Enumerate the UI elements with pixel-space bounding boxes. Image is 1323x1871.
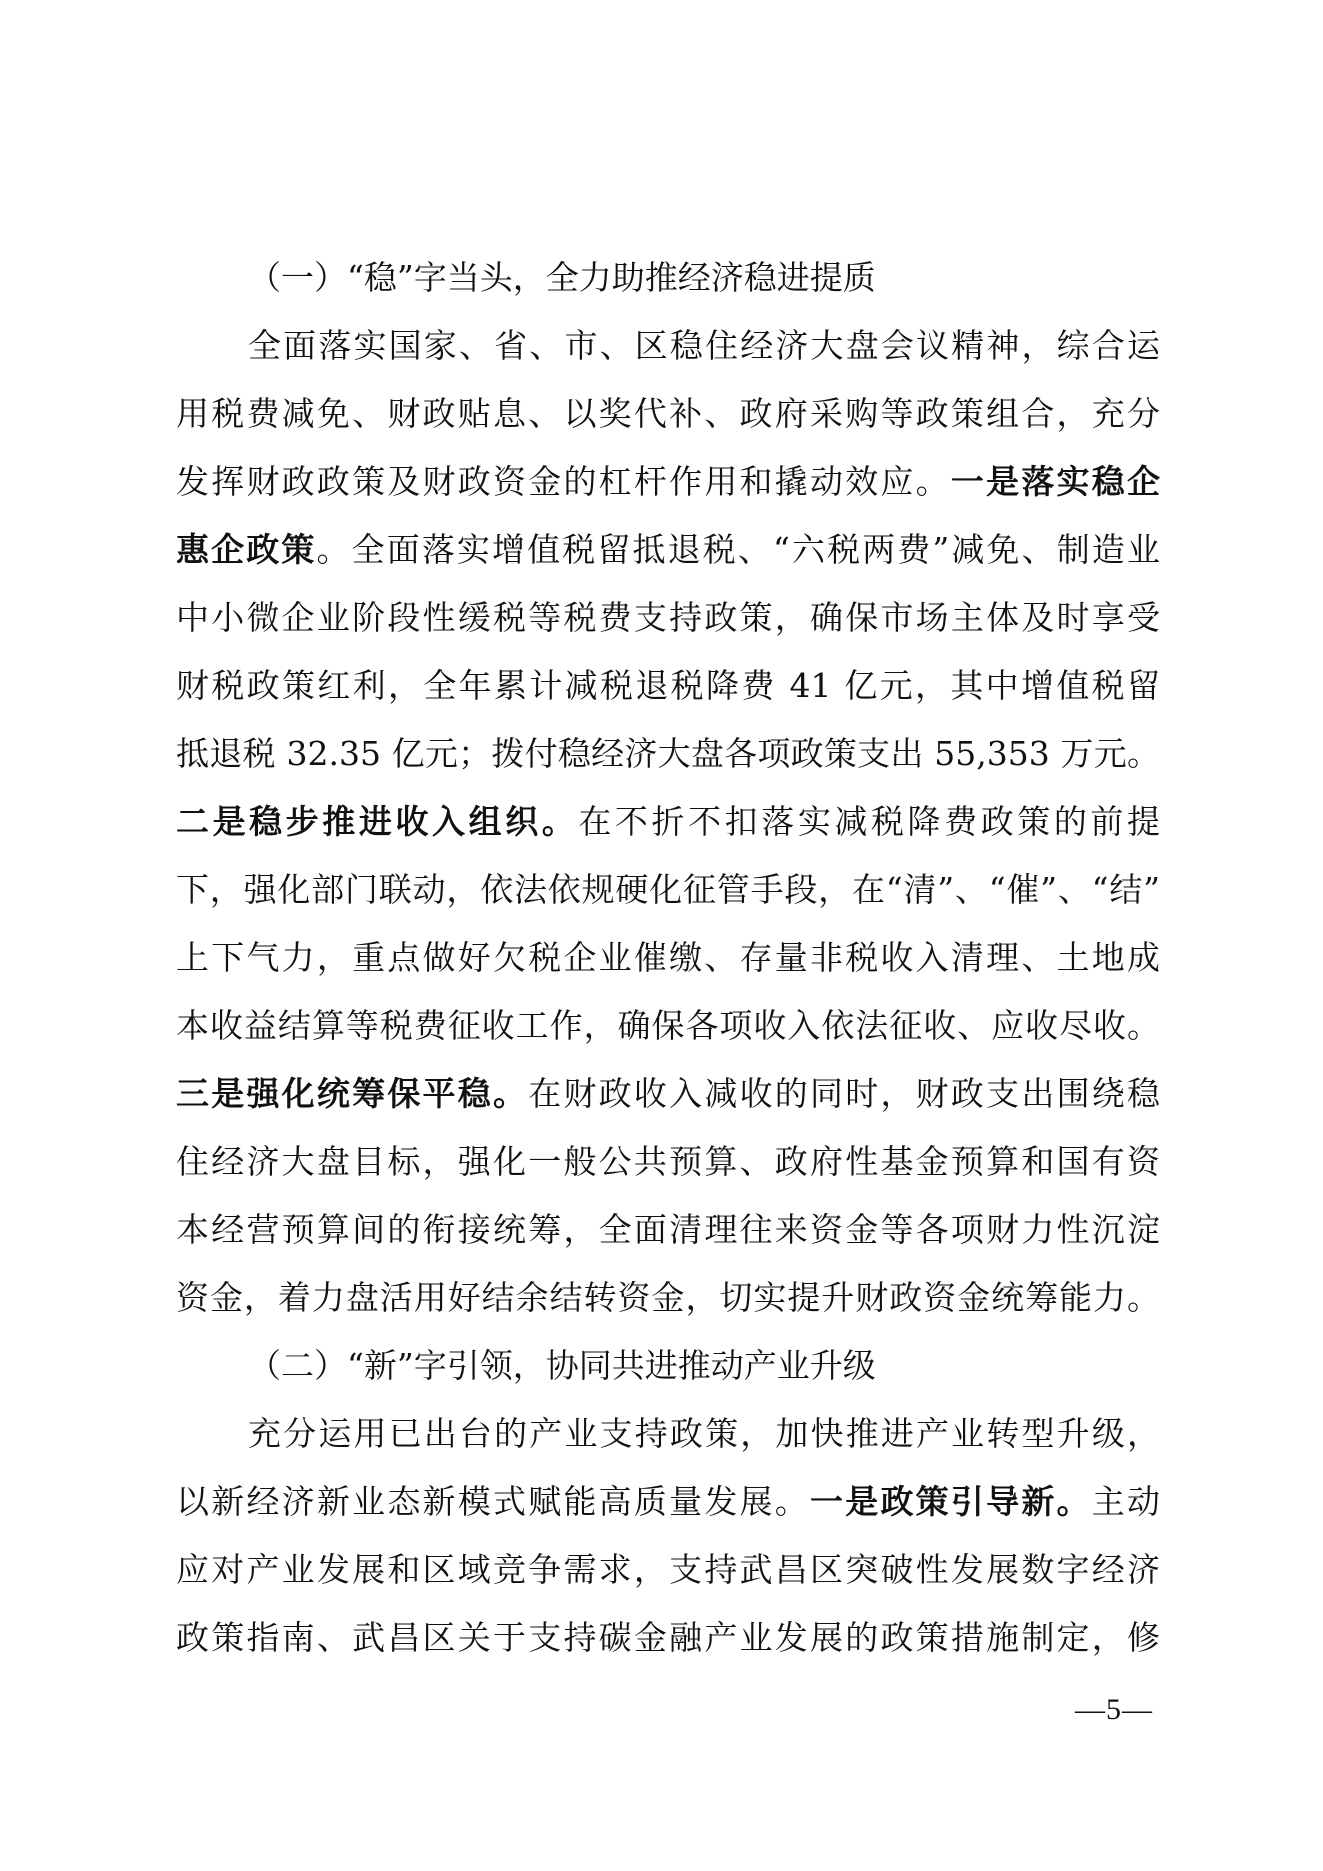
- body-text-line: [176, 856, 1160, 924]
- bold-phrase: 惠企政策: [176, 530, 317, 569]
- text-segment: 主动: [1091, 1482, 1160, 1521]
- body-text-line: [176, 992, 1160, 1060]
- text-segment: 资金，着力盘活用好结余结转资金，切实提升财政资金统筹能力。: [176, 1278, 1160, 1317]
- bold-phrase: 三是强化统筹保平稳。: [176, 1074, 529, 1113]
- text-segment: 应对产业发展和区域竞争需求，支持武昌区突破性发展数字经济: [176, 1550, 1160, 1589]
- document-body: [176, 244, 1160, 1672]
- text-segment: 政策指南、武昌区关于支持碳金融产业发展的政策措施制定，修: [176, 1618, 1160, 1657]
- text-segment: 以新经济新业态新模式赋能高质量发展。: [176, 1482, 810, 1521]
- text-segment: 上下气力，重点做好欠税企业催缴、存量非税收入清理、土地成: [176, 938, 1160, 977]
- body-text-line: [176, 380, 1160, 448]
- text-segment: 发挥财政政策及财政资金的杠杆作用和撬动效应。: [176, 462, 951, 501]
- text-segment: 财税政策红利，全年累计减税退税降费 41 亿元，其中增值税留: [176, 666, 1160, 705]
- body-text-line: [176, 584, 1160, 652]
- body-text-line: [176, 312, 1160, 380]
- body-text-line: [176, 1128, 1160, 1196]
- text-segment: 下，强化部门联动，依法依规硬化征管手段，在“清”、“催”、“结”: [176, 870, 1160, 909]
- text-segment: 。全面落实增值税留抵退税、“六税两费”减免、制造业: [316, 530, 1160, 569]
- text-segment: 用税费减免、财政贴息、以奖代补、政府采购等政策组合，充分: [176, 394, 1160, 433]
- text-segment: （一）“稳”字当头，全力助推经济稳进提质: [248, 258, 876, 297]
- text-segment: 抵退税 32.35 亿元；拨付稳经济大盘各项政策支出 55,353 万元。: [176, 734, 1160, 773]
- body-text-line: [176, 1604, 1160, 1672]
- body-text-line: [176, 1060, 1160, 1128]
- body-text-line: [176, 652, 1160, 720]
- text-segment: 在不折不扣落实减税降费政策的前提: [578, 802, 1160, 841]
- text-segment: 住经济大盘目标，强化一般公共预算、政府性基金预算和国有资: [176, 1142, 1160, 1181]
- text-segment: 全面落实国家、省、市、区稳住经济大盘会议精神，综合运: [248, 326, 1160, 365]
- text-segment: 中小微企业阶段性缓税等税费支持政策，确保市场主体及时享受: [176, 598, 1160, 637]
- text-segment: 本经营预算间的衔接统筹，全面清理往来资金等各项财力性沉淀: [176, 1210, 1160, 1249]
- section-heading: [176, 244, 1160, 312]
- body-text-line: [176, 1536, 1160, 1604]
- section-heading: [176, 1332, 1160, 1400]
- text-segment: （二）“新”字引领，协同共进推动产业升级: [248, 1346, 876, 1385]
- body-text-line: [176, 1400, 1160, 1468]
- text-segment: 充分运用已出台的产业支持政策，加快推进产业转型升级，: [248, 1414, 1160, 1453]
- bold-phrase: 一是政策引导新。: [810, 1482, 1092, 1521]
- body-text-line: [176, 1196, 1160, 1264]
- body-text-line: [176, 720, 1160, 788]
- bold-phrase: 二是稳步推进收入组织。: [176, 802, 579, 841]
- body-text-line: [176, 1264, 1160, 1332]
- body-text-line: [176, 516, 1160, 584]
- bold-phrase: 一是落实稳企: [950, 462, 1160, 501]
- text-segment: 在财政收入减收的同时，财政支出围绕稳: [528, 1074, 1160, 1113]
- body-text-line: [176, 1468, 1160, 1536]
- body-text-line: [176, 788, 1160, 856]
- page-number: —5—: [1075, 1693, 1153, 1726]
- body-text-line: [176, 448, 1160, 516]
- body-text-line: [176, 924, 1160, 992]
- text-segment: 本收益结算等税费征收工作，确保各项收入依法征收、应收尽收。: [176, 1006, 1160, 1045]
